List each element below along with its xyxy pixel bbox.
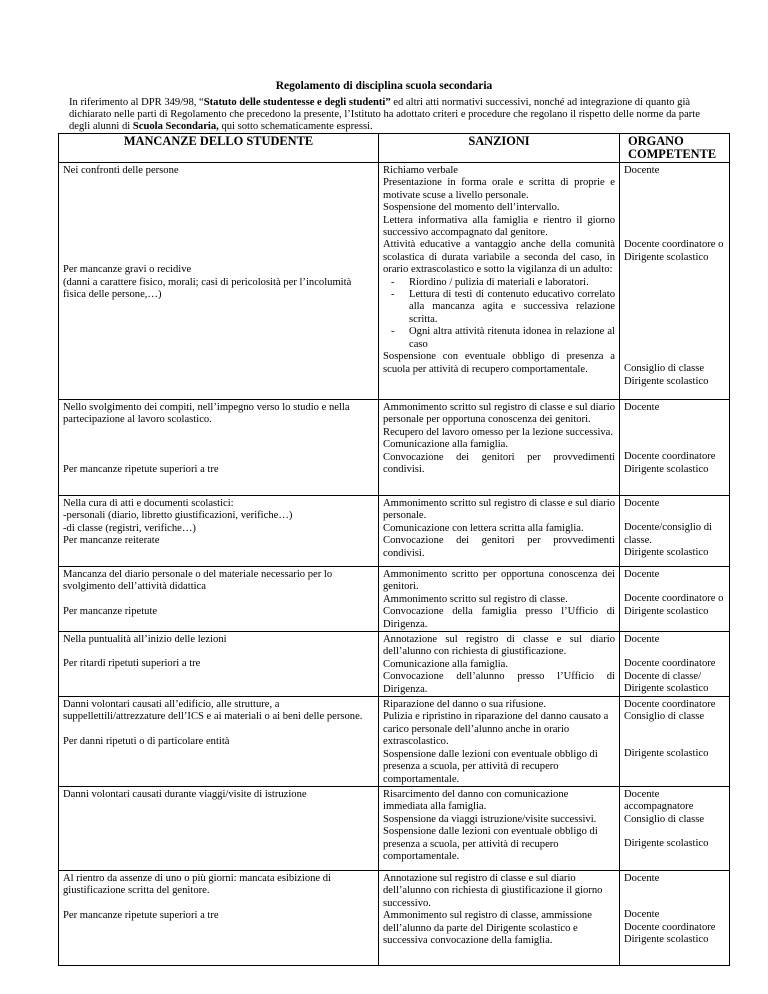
organo-text: Docente/consiglio di classe. bbox=[624, 522, 712, 546]
organo-text: Docente bbox=[624, 402, 660, 413]
organo-cell bbox=[620, 163, 730, 400]
organo-text: Consiglio di classe bbox=[624, 711, 705, 723]
sanzione-text: Ammonimento scritto sul registro di classe e sul diario personale per opportuna conoscenza dei genitori. bbox=[383, 402, 615, 426]
mancanze-cell bbox=[59, 632, 379, 697]
organo-text: Dirigente scolastico bbox=[624, 375, 709, 387]
sanzione-text: Comunicazione con lettera scritta alla famiglia. bbox=[383, 522, 584, 534]
sanzione-text: Pulizia e ripristino in riparazione del danno causato a carico personale dell’alunno anche in orario extrascolastico. bbox=[383, 711, 609, 748]
mancanza-text: Per mancanze gravi o recidive bbox=[63, 264, 192, 276]
mancanza-text: Per mancanze reiterate bbox=[63, 535, 160, 547]
sanzione-text: Ammonimento scritto sul registro di classe. bbox=[383, 593, 568, 605]
sanzione-text: Comunicazione alla famiglia. bbox=[383, 439, 509, 451]
intro-paragraph: In riferimento al DPR 349/98, “Statuto delle studentesse e degli studenti” ed altri atti normativi successivi, nonché ad integrazione di quanto già dichiarato nelle parti di Regolamento che precedono la presente, l’Istituto ha adottato criteri e procedure che regolano il rispetto delle norme da parte degli alunni di Scuola Secondaria, qui sotto schematicamente espressi. bbox=[69, 97, 700, 133]
sanzione-text: Sospensione dalle lezioni con eventuale obbligo di presenza a scuola, per attività di recupero comportamentale. bbox=[383, 826, 598, 862]
organo-text: Dirigente scolastico bbox=[624, 747, 709, 759]
organo-text: Dirigente scolastico bbox=[624, 463, 709, 475]
sanzione-text: Convocazione dei genitori per provvedimenti condivisi. bbox=[383, 451, 615, 476]
list-item: - Lettura di testi di contenuto educativo correlato alla mancanza agita e successiva relazione scritta. bbox=[409, 289, 615, 326]
sanzioni-cell bbox=[379, 870, 620, 965]
organo-text: Dirigente scolastico bbox=[624, 838, 709, 850]
organo-cell bbox=[620, 567, 730, 632]
sanzione-text: Convocazione della famiglia presso l’Ufficio di Dirigenza. bbox=[383, 606, 615, 630]
mancanza-text: Per mancanze ripetute superiori a tre bbox=[63, 909, 219, 921]
activity-list bbox=[383, 277, 615, 351]
organo-text: Docente coordinatore bbox=[624, 921, 716, 933]
table-row bbox=[59, 870, 730, 965]
mancanze-cell bbox=[59, 567, 379, 632]
table-row bbox=[59, 400, 730, 496]
mancanza-text: (danni a carattere fisico, morali; casi di pericolosità per l’incolumità fisica delle persone,…) bbox=[63, 276, 352, 301]
organo-text: Docente bbox=[624, 909, 660, 921]
table-row bbox=[59, 567, 730, 632]
organo-text: Docente coordinatore o Dirigente scolastico bbox=[624, 239, 724, 263]
sanzione-text: Lettera informativa alla famiglia e rientro il giorno successivo accompagnato dal genitore. bbox=[383, 214, 615, 239]
sanzione-text: Riparazione del danno o sua rifusione. bbox=[383, 699, 546, 711]
sanzione-text: Recupero del lavoro omesso per la lezione successiva. bbox=[383, 426, 614, 438]
table-row bbox=[59, 163, 730, 400]
mancanze-cell bbox=[59, 786, 379, 870]
organo-text: Docente coordinatore bbox=[624, 658, 716, 670]
mancanza-text: Per ritardi ripetuti superiori a tre bbox=[63, 658, 201, 670]
mancanze-cell bbox=[59, 870, 379, 965]
mancanza-text: Nello svolgimento dei compiti, nell’impegno verso lo studio e nella partecipazione al lavoro scolastico. bbox=[63, 402, 350, 426]
organo-cell bbox=[620, 870, 730, 965]
mancanza-text: Nei confronti delle persone bbox=[63, 165, 179, 176]
organo-text: Docente coordinatore bbox=[624, 699, 716, 711]
sanzione-text: Annotazione sul registro di classe e sul diario dell’alunno con richiesta di giustificazione. bbox=[383, 634, 615, 658]
mancanza-text: Per mancanze ripetute bbox=[63, 605, 158, 617]
table-header-row bbox=[59, 134, 730, 163]
organo-text: Docente bbox=[624, 498, 660, 509]
mancanze-cell bbox=[59, 496, 379, 567]
sanzione-text: Sospensione dalle lezioni con eventuale obbligo di presenza a scuola, per attività di recupero comportamentale. bbox=[383, 748, 598, 785]
sanzioni-cell bbox=[379, 567, 620, 632]
organo-text: Dirigente scolastico bbox=[624, 547, 709, 559]
table-row bbox=[59, 697, 730, 787]
sanzioni-cell bbox=[379, 400, 620, 496]
organo-cell bbox=[620, 697, 730, 787]
organo-cell bbox=[620, 400, 730, 496]
header-sanzioni: SANZIONI bbox=[379, 134, 620, 163]
organo-cell bbox=[620, 786, 730, 870]
sanzione-text: Comunicazione alla famiglia. bbox=[383, 658, 509, 670]
sanzioni-cell bbox=[379, 496, 620, 567]
organo-text: Docente coordinatore o Dirigente scolastico bbox=[624, 593, 724, 617]
organo-text: Consiglio di classe bbox=[624, 813, 705, 825]
sanzione-text: Sospensione da viaggi istruzione/visite successivi. bbox=[383, 813, 597, 825]
sanzione-text: Attività educative a vantaggio anche della comunità scolastica di durata variabile a seconda del caso, in orario extrascolastico e sotto la vigilanza di un adulto: bbox=[383, 239, 615, 276]
organo-text: Docente bbox=[624, 634, 660, 646]
sanzione-text: Risarcimento del danno con comunicazione immediata alla famiglia. bbox=[383, 788, 569, 813]
mancanza-text: Al rientro da assenze di uno o più giorni: mancata esibizione di giustificazione scritta del genitore. bbox=[63, 872, 332, 897]
organo-text: Docente bbox=[624, 165, 660, 176]
mancanza-text: Per mancanze ripetute superiori a tre bbox=[63, 463, 219, 475]
organo-text: Docente di classe/ bbox=[624, 670, 702, 682]
sanzione-text: Ammonimento scritto per opportuna conoscenza dei genitori. bbox=[383, 569, 615, 593]
document-title: Regolamento di disciplina scuola secondaria bbox=[275, 80, 493, 92]
mancanze-cell bbox=[59, 400, 379, 496]
header-organo: ORGANO COMPETENTE bbox=[620, 134, 730, 163]
sanzione-text: Convocazione dei genitori per provvedimenti condivisi. bbox=[383, 535, 615, 559]
sanzione-text: Convocazione dell’alunno presso l’Ufficio di Dirigenza. bbox=[383, 671, 615, 695]
mancanza-text: Nella cura di atti e documenti scolastici: bbox=[63, 498, 234, 509]
list-item: - Ogni altra attività ritenuta idonea in relazione al caso bbox=[409, 326, 615, 351]
sanzione-text: Ammonimento sul registro di classe, ammissione dell’alunno da parte del Dirigente scolastico e successiva convocazione della famiglia. bbox=[383, 910, 592, 946]
mancanza-text: -di classe (registri, verifiche…) bbox=[63, 522, 196, 534]
mancanze-cell bbox=[59, 697, 379, 787]
sanzioni-cell bbox=[379, 163, 620, 400]
table-row bbox=[59, 632, 730, 697]
mancanze-cell bbox=[59, 163, 379, 400]
organo-text: Dirigente scolastico bbox=[624, 934, 709, 946]
sanzione-text: Ammonimento scritto sul registro di classe e sul diario personale. bbox=[383, 498, 615, 522]
sanzioni-cell bbox=[379, 786, 620, 870]
organo-text: Docente bbox=[624, 569, 660, 580]
list-item: - Riordino / pulizia di materiali e laboratori. bbox=[409, 277, 615, 289]
organo-text: Docente accompagnatore bbox=[624, 788, 694, 813]
discipline-table bbox=[58, 133, 730, 966]
sanzione-text: Richiamo verbale bbox=[383, 165, 459, 176]
organo-text: Docente bbox=[624, 872, 660, 884]
mancanza-text: Danni volontari causati all’edificio, alle strutture, a suppellettili/attrezzature dell’ICS e ai materiali o ai beni delle persone. bbox=[63, 699, 363, 723]
mancanza-text: Per danni ripetuti o di particolare entità bbox=[63, 735, 230, 747]
sanzione-text: Sospensione del momento dell’intervallo. bbox=[383, 202, 560, 214]
mancanza-text: Danni volontari causati durante viaggi/visite di istruzione bbox=[63, 788, 307, 800]
sanzione-text: Presentazione in forma orale e scritta di proprie e motivate scuse a livello personale. bbox=[383, 177, 615, 201]
organo-text: Dirigente scolastico bbox=[624, 683, 709, 695]
sanzione-text: Annotazione sul registro di classe e sul diario dell’alunno con richiesta di giustificazione il giorno successivo. bbox=[383, 872, 603, 909]
mancanza-text: -personali (diario, libretto giustificazioni, verifiche…) bbox=[63, 510, 293, 522]
organo-text: Docente coordinatore bbox=[624, 451, 716, 463]
table-row bbox=[59, 786, 730, 870]
organo-cell bbox=[620, 496, 730, 567]
mancanza-text: Mancanza del diario personale o del materiale necessario per lo svolgimento dell’attività didattica bbox=[63, 569, 333, 593]
mancanza-text: Nella puntualità all’inizio delle lezioni bbox=[63, 634, 227, 646]
sanzioni-cell bbox=[379, 632, 620, 697]
organo-text: Consiglio di classe bbox=[624, 363, 705, 375]
sanzione-text: Sospensione con eventuale obbligo di presenza a scuola per attività di recupero comportamentale. bbox=[383, 351, 615, 375]
header-mancanze: MANCANZE DELLO STUDENTE bbox=[59, 134, 379, 163]
organo-cell bbox=[620, 632, 730, 697]
sanzioni-cell bbox=[379, 697, 620, 787]
table-row bbox=[59, 496, 730, 567]
